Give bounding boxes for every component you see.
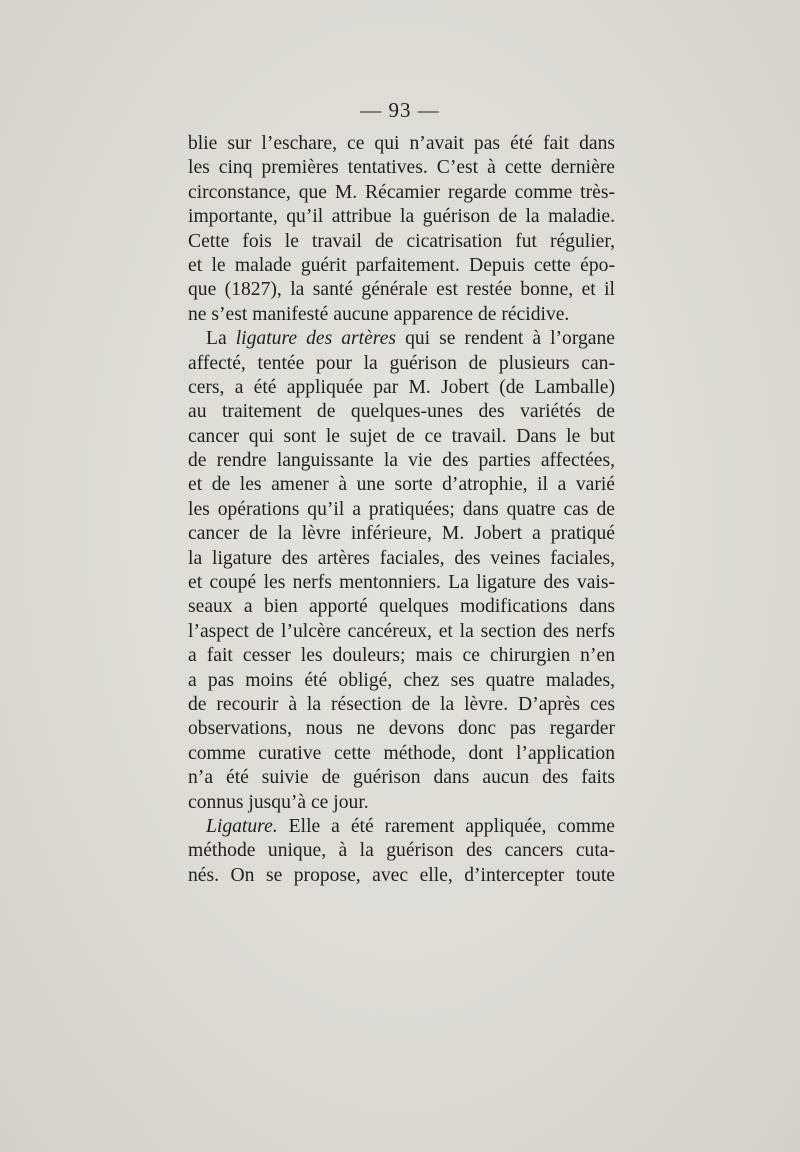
text-line: et de les amener à une sorte d’atrophie, il a varié xyxy=(188,474,615,496)
text-line: seaux a bien apporté quelques modifications dans xyxy=(188,596,615,618)
text-line: et coupé les nerfs mentonniers. La ligature des vais- xyxy=(188,572,615,594)
text-line: importante, qu’il attribue la guérison de la maladie. xyxy=(188,206,615,228)
text-line: de rendre languissante la vie des parties affectées, xyxy=(188,450,615,472)
text-fragment: qui se rendent à l’organe xyxy=(396,328,615,350)
text-line: connus jusqu’à ce jour. xyxy=(188,791,369,813)
text-fragment: Elle a été rarement appliquée, comme xyxy=(277,815,615,837)
text-line: que (1827), la santé générale est restée bonne, et il xyxy=(188,279,615,301)
text-fragment: La xyxy=(206,328,236,350)
text-line xyxy=(188,815,615,839)
text-line: affecté, tentée pour la guérison de plusieurs can- xyxy=(188,352,615,374)
text-line: blie sur l’eschare, ce qui n’avait pas été fait dans xyxy=(188,133,615,154)
page-number: — 93 — xyxy=(360,98,440,122)
text-line: observations, nous ne devons donc pas regarder xyxy=(188,718,615,740)
text-line: comme curative cette méthode, dont l’application xyxy=(188,742,615,764)
text-line: la ligature des artères faciales, des veines faciales, xyxy=(188,547,615,569)
body-text xyxy=(188,132,615,888)
italic-phrase: ligature des artères xyxy=(235,328,397,350)
text-line: ne s’est manifesté aucune apparence de récidive. xyxy=(188,303,570,325)
text-line: et le malade guérit parfaitement. Depuis cette épo- xyxy=(188,254,615,276)
text-line: de recourir à la résection de la lèvre. D’après ces xyxy=(188,693,615,715)
text-line: a fait cesser les douleurs; mais ce chirurgien n’en xyxy=(188,645,615,667)
text-line: Cette fois le travail de cicatrisation fut régulier, xyxy=(188,230,615,252)
text-line: les cinq premières tentatives. C’est à cette dernière xyxy=(188,157,615,179)
text-line: méthode unique, à la guérison des cancers cuta- xyxy=(188,840,615,862)
text-line: a pas moins été obligé, chez ses quatre malades, xyxy=(188,669,615,691)
text-line: cancer de la lèvre inférieure, M. Jobert a pratiqué xyxy=(188,523,615,545)
text-line: cancer qui sont le sujet de ce travail. Dans le but xyxy=(188,425,615,447)
italic-heading: Ligature. xyxy=(206,815,278,837)
text-line: les opérations qu’il a pratiquées; dans quatre cas de xyxy=(188,498,615,520)
text-line: circonstance, que M. Récamier regarde comme très- xyxy=(188,181,615,203)
text-line: n’a été suivie de guérison dans aucun des faits xyxy=(188,767,615,789)
text-line: l’aspect de l’ulcère cancéreux, et la section des nerfs xyxy=(188,620,615,642)
text-line: nés. On se propose, avec elle, d’intercepter toute xyxy=(188,864,615,886)
text-line xyxy=(188,327,615,351)
text-line: au traitement de quelques-unes des variétés de xyxy=(188,401,615,423)
text-line: cers, a été appliquée par M. Jobert (de Lamballe) xyxy=(188,376,615,398)
